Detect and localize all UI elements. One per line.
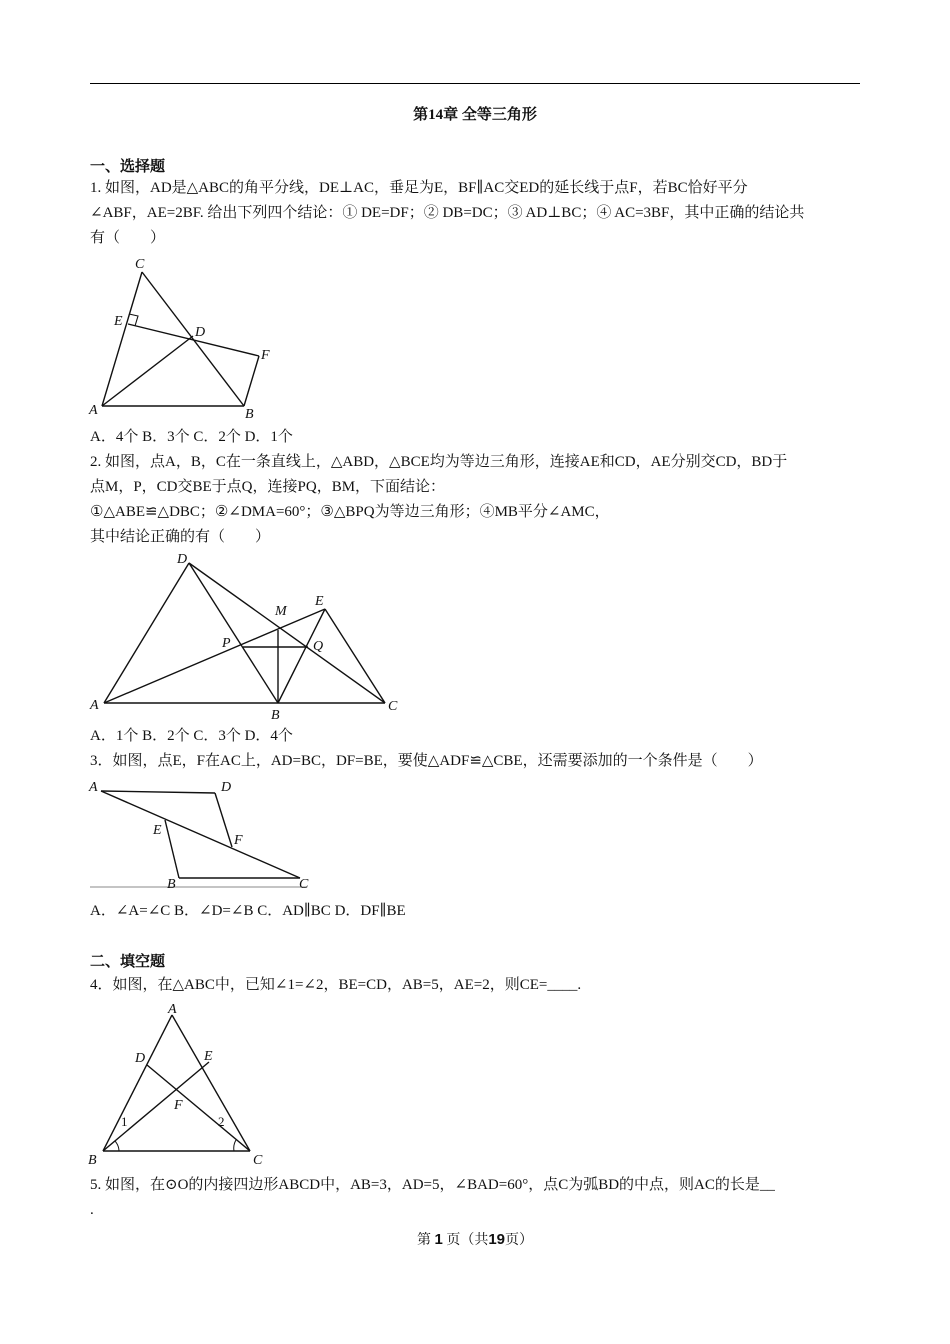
- segment-cb: [142, 272, 244, 406]
- q2-text-line2: 点M，P，CD交BE于点Q，连接PQ，BM，下面结论：: [90, 479, 446, 495]
- q2-options: A．1个 B．2个 C．3个 D．4个: [90, 728, 293, 744]
- segment-ad: [101, 791, 215, 793]
- section-heading-fill: 二、填空题: [90, 954, 166, 970]
- label-a: A: [168, 1002, 177, 1017]
- segment-ae: [104, 609, 325, 703]
- label-angle-1: 1: [121, 1114, 128, 1129]
- q3-figure: [85, 775, 315, 893]
- segment-df: [215, 793, 232, 847]
- label-d: D: [221, 780, 232, 795]
- q5-text-line2: .: [90, 1202, 94, 1218]
- segment-be: [103, 1062, 209, 1151]
- label-b: B: [167, 877, 176, 892]
- q1-text-line2: ∠ABF，AE=2BF. 给出下列四个结论：① DE=DF；② DB=DC；③ AD⊥BC；④ AC=3BF，其中正确的结论共: [90, 205, 805, 221]
- q2-text-line4: 其中结论正确的有（ ）: [90, 529, 271, 545]
- q1-text-line1: 1. 如图，AD是△ABC的角平分线，DE⊥AC，垂足为E，BF∥AC交ED的延长线于点F，若BC恰好平分: [90, 180, 748, 196]
- header-rule: [90, 83, 860, 84]
- label-a: A: [90, 698, 99, 713]
- label-f: F: [174, 1098, 183, 1113]
- footer-page-number: 1: [434, 1231, 443, 1248]
- q1-figure: [85, 252, 285, 424]
- footer-mid: 页（共: [446, 1233, 489, 1248]
- segment-ef: [128, 324, 259, 356]
- label-p: P: [222, 636, 231, 651]
- footer-post: 页）: [505, 1233, 534, 1248]
- label-angle-2: 2: [218, 1114, 225, 1129]
- label-c: C: [253, 1153, 263, 1168]
- segment-ac: [101, 791, 300, 878]
- page-title: 第14章 全等三角形: [413, 107, 537, 123]
- section-heading-choice: 一、选择题: [90, 159, 166, 175]
- q2-figure: [85, 547, 405, 725]
- q1-text-line3: 有（ ）: [90, 230, 166, 246]
- label-b: B: [271, 708, 280, 723]
- label-b: B: [88, 1153, 97, 1168]
- segment-ad: [104, 563, 189, 703]
- q1-options: A．4个 B．3个 C．2个 D．1个: [90, 429, 293, 445]
- label-d: D: [195, 325, 206, 340]
- segment-fb: [244, 356, 259, 406]
- label-f: F: [234, 833, 243, 848]
- footer-total-pages: 19: [488, 1231, 506, 1248]
- label-c: C: [388, 699, 398, 714]
- label-c: C: [135, 257, 145, 272]
- segment-ac: [102, 272, 142, 406]
- segment-dc: [189, 563, 385, 703]
- label-a: A: [89, 780, 98, 795]
- segment-ab: [103, 1015, 172, 1151]
- q2-text-line3: ①△ABE≌△DBC；②∠DMA=60°；③△BPQ为等边三角形；④MB平分∠AMC，: [90, 504, 610, 520]
- q4-figure: [85, 1000, 275, 1170]
- label-e: E: [153, 823, 162, 838]
- label-a: A: [89, 403, 98, 418]
- label-m: M: [275, 604, 287, 619]
- q5-text-line1: 5. 如图，在⊙O的内接四边形ABCD中，AB=3，AD=5，∠BAD=60°，点C为弧BD的中点，则AC的长是__: [90, 1177, 775, 1193]
- q4-text-line1: 4．如图，在△ABC中，已知∠1=∠2，BE=CD，AB=5，AE=2，则CE=____.: [90, 977, 582, 993]
- footer-pre: 第: [416, 1233, 431, 1248]
- page-footer: [0, 1229, 950, 1249]
- label-f: F: [261, 348, 270, 363]
- segment-ad: [102, 336, 193, 406]
- label-e: E: [315, 594, 324, 609]
- q2-text-line1: 2. 如图，点A，B，C在一条直线上，△ABD，△BCE均为等边三角形，连接AE和CD，AE分别交CD，BD于: [90, 454, 788, 470]
- label-q: Q: [313, 639, 324, 654]
- label-e: E: [114, 314, 123, 329]
- segment-be: [278, 609, 325, 703]
- q3-text-line1: 3．如图，点E，F在AC上，AD=BC，DF=BE，要使△ADF≌△CBE，还需要添加的一个条件是（ ）: [90, 753, 763, 769]
- label-d: D: [135, 1051, 146, 1066]
- angle-mark-1: [115, 1141, 119, 1151]
- label-c: C: [299, 877, 309, 892]
- segment-eb: [165, 820, 179, 878]
- segment-ec: [325, 609, 385, 703]
- q3-options: A．∠A=∠C B．∠D=∠B C．AD∥BC D．DF∥BE: [90, 903, 406, 919]
- angle-mark-2: [234, 1140, 236, 1151]
- label-b: B: [245, 407, 254, 422]
- segment-db: [189, 563, 278, 703]
- label-d: D: [177, 552, 188, 567]
- label-e: E: [204, 1049, 213, 1064]
- segment-cd: [147, 1065, 250, 1151]
